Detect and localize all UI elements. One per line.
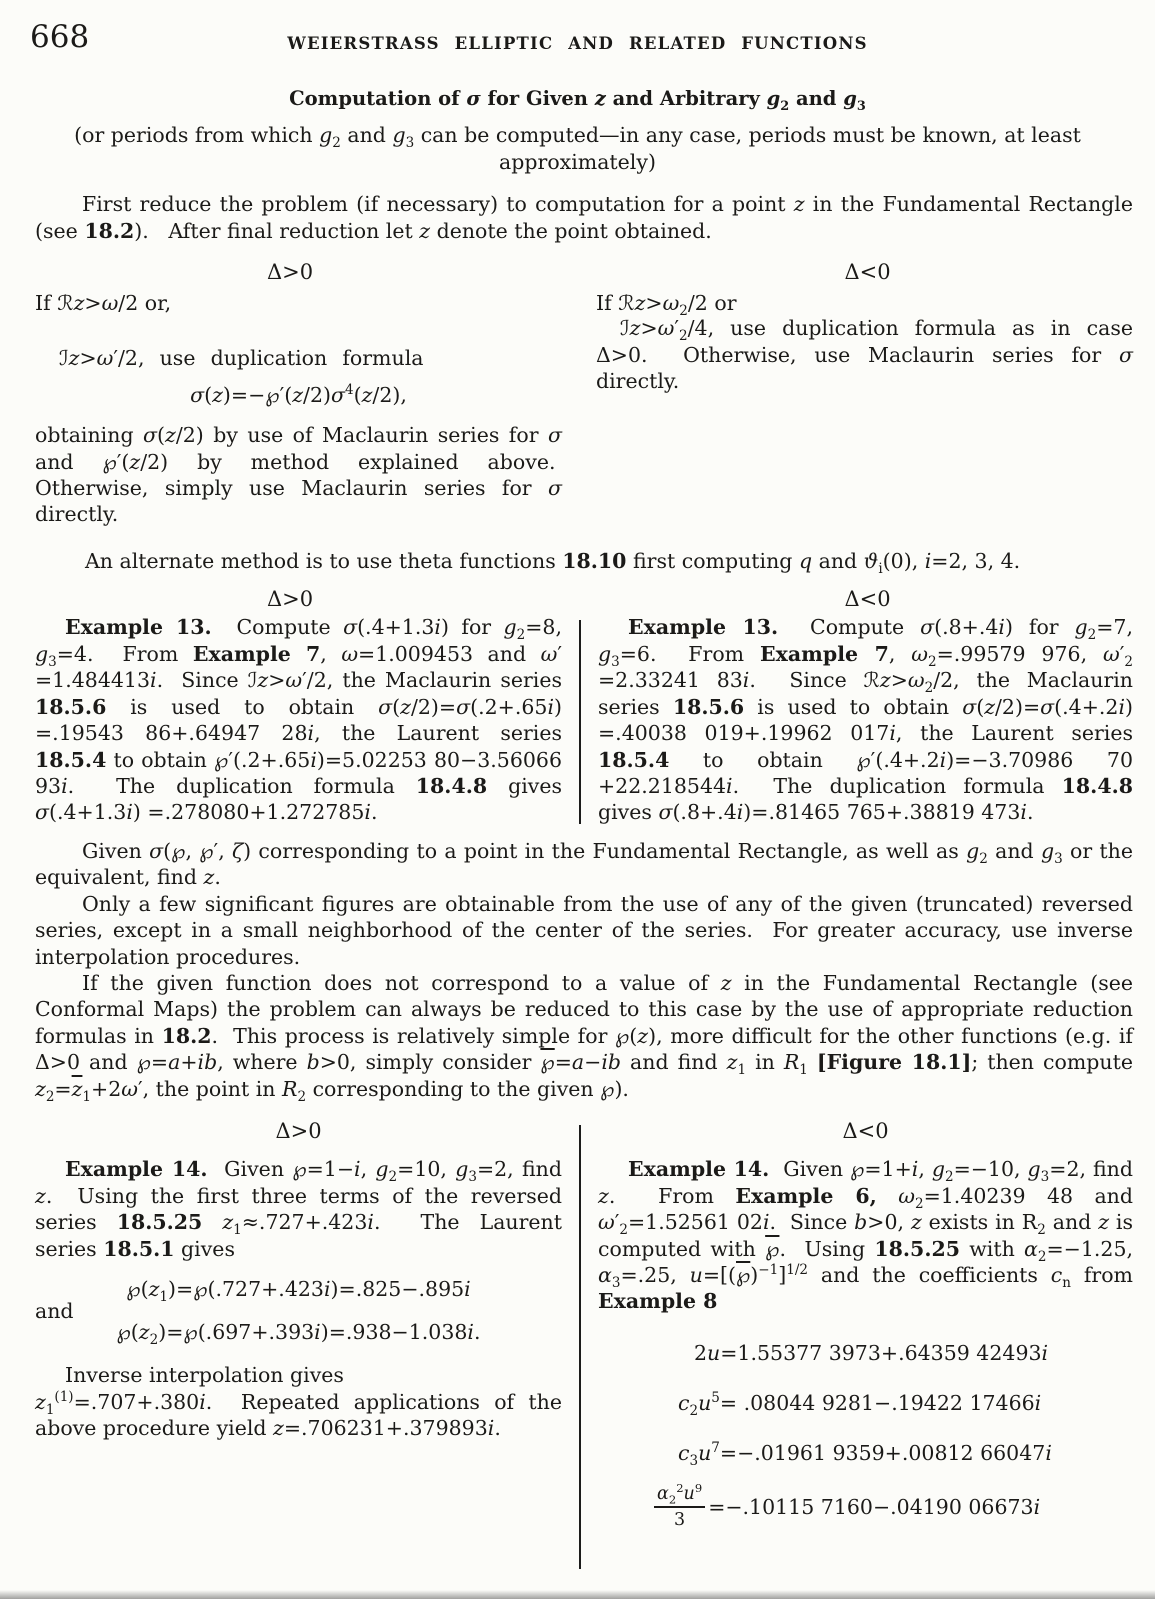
delta-positive-header: Δ>0 (266, 587, 314, 612)
example14-left (35, 1119, 579, 1571)
page-number: 668 (30, 19, 90, 55)
discussion-paragraphs (35, 838, 1133, 1105)
delta-negative-header: Δ<0 (844, 587, 891, 612)
and-connector: and (35, 1298, 74, 1323)
case-headers-example13 (0, 587, 1155, 611)
method-paragraph: $ℐz>\omega'_2/4$, use duplication formula as in case Δ>0. Otherwise, use Maclaurin series for σ directly. (596, 316, 1133, 394)
laurent-equation-z2: $℘(z_2)=℘(.697+.393i)=.938-1.038i$. (116, 1320, 481, 1349)
condition-line: If $ℛz>\omega_2/2$ or (596, 291, 737, 320)
case-headers-method (0, 260, 1155, 284)
paragraph-significant-figures: Only a few significant figures are obtainable from the use of any of the given (truncated) reversed series, except in a small neighborhood of the center of the series. For greater accuracy, use inverse interpolation procedures. (35, 891, 1133, 969)
method-right-column (596, 291, 1133, 528)
method-left-column (35, 291, 562, 528)
example13-left (35, 614, 579, 826)
duplication-formula-equation: $\sigma(z)=-℘'(z/2)\sigma^4(z/2)$, (190, 382, 407, 408)
example13-right (581, 614, 1133, 826)
section-subtitle: (or periods from which $g_2$ and $g_3$ can be computed—in any case, periods must be known, at least approximately) (74, 123, 1081, 174)
method-paragraph: obtaining σ(z/2) by use of Maclaurin series for σ and ℘′(z/2) by method explained above. Otherwise, simply use Maclaurin series for σ directly. (35, 423, 562, 527)
condition-line: ℐz>ω′/2, use duplication formula (59, 346, 424, 371)
page-bottom-edge (0, 1590, 1155, 1599)
fraction-numerator: $\alpha_2^2u^9$ (654, 1485, 705, 1508)
example14-right-text: Example 14. Given ℘=1+i, $g_2=-10$, $g_3=2$, find z. From Example 6, $\omega_2=1.40239$ 48 and $\omega'_2=1.52561$ 02i. Since b>0, z exists in $R_2$ and z is computed with ℘. Using 18.5.25 with $\alpha_2=-1.25$, $\alpha_3=.25$, u=[(℘)$^{-1}$]$^{1/2}$ and the coefficients $c_n$ from Example 8 (598, 1157, 1134, 1314)
condition-line: If ℛz>ω/2 or, (35, 291, 172, 316)
example14-columns (0, 1119, 1155, 1571)
equation-c2u5: $c_2u^5= .08044$ 9281−.19422 17466i (678, 1390, 1042, 1419)
inverse-interpolation-paragraph: Inverse interpolation gives $z_1^{(1)}=.707+.380i$. Repeated applications of the above procedure yield z=.706231+.379893i. (35, 1363, 562, 1441)
paragraph-reduction-formulas: If the given function does not correspond to a value of z in the Fundamental Rectangle (see Conformal Maps) the problem can always be reduced to this case by the use of appropriate reduction formulas in 18.2. This process is relatively simple for ℘(z), more difficult for the other functions (e.g. if Δ>0 and ℘=a+ib, where b>0, simply consider ℘=a−ib and find $z_1$ in $R_1$ [Figure 18.1]; then compute $z_2=\overline{z}_1+2\omega'$, the point in $R_2$ corresponding to the given ℘). (35, 971, 1133, 1105)
delta-negative-header: Δ<0 (844, 260, 891, 285)
example13-columns (0, 614, 1155, 826)
equation-c3u7: $c_3u^7=-.01961$ 9359+.00812 66047i (678, 1440, 1052, 1469)
example13-right-text: Example 13. Compute σ(.8+.4i) for $g_2=7$, $g_3=6$. From Example 7, $\omega_2=.99579$ 976, $\omega'_2 =2.33241$ 83i. Since $ℛz>\omega_2/2$, the Maclaurin series 18.5.6 is used to obtain σ(z/2)=σ(.4+.2i) =.40038 019+.19962 017i, the Laurent series 18.5.4 to obtain ℘′(.4+.2i)=−3.70986 70 +22.218544i. The duplication formula 18.4.8 gives σ(.8+.4i)=.81465 765+.38819 473i. (598, 615, 1134, 825)
intro-paragraph: First reduce the problem (if necessary) to computation for a point z in the Fundamental Rectangle (see 18.2). After final reduction let z denote the point obtained. (35, 192, 1133, 243)
equation-2u: 2u=1.55377 3973+.64359 42493i (694, 1340, 1049, 1365)
running-head: WEIERSTRASS ELLIPTIC AND RELATED FUNCTIONS (287, 34, 868, 53)
section-title: Computation of σ for Given z and Arbitrary $g_2$ and $g_3$ (289, 87, 866, 114)
delta-positive-header: Δ>0 (266, 260, 314, 285)
example14-right (581, 1119, 1133, 1571)
example14-left-text: Example 14. Given ℘=1−i, $g_2=10$, $g_3=2$, find z. Using the first three terms of the reversed series 18.5.25 $z_1\approx.727+.423i$. The Laurent series 18.5.1 gives (35, 1157, 562, 1261)
paragraph-given-sigma: Given σ(℘, ℘′, ζ) corresponding to a point in the Fundamental Rectangle, as well as $g_2$ and $g_3$ or the equivalent, find z. (35, 838, 1133, 890)
delta-negative-header: Δ<0 (842, 1119, 889, 1144)
laurent-equation-z1: $℘(z_1)=℘(.727+.423i)=.825-.895i$ (126, 1276, 471, 1306)
fraction (654, 1481, 705, 1531)
delta-positive-header: Δ>0 (275, 1119, 322, 1144)
example13-left-text: Example 13. Compute σ(.4+1.3i) for $g_2=8$, $g_3=4$. From Example 7, ω=1.009453 and ω′ =1.484413i. Since ℐz>ω′/2, the Maclaurin series 18.5.6 is used to obtain σ(z/2)=σ(.2+.65i) =.19543 86+.64947 28i, the Laurent series 18.5.4 to obtain ℘′(.2+.65i)=5.02253 80−3.56066 93i. The duplication formula 18.4.8 gives σ(.4+1.3i) =.278080+1.272785i. (35, 615, 563, 825)
method-columns (0, 291, 1155, 528)
page-header (0, 0, 1155, 53)
fraction-denominator: 3 (674, 1510, 686, 1531)
equation-alpha-fraction (654, 1481, 1133, 1531)
fraction-rhs: =−.10115 7160−.04190 06673i (708, 1495, 1041, 1520)
alternate-method-note: An alternate method is to use theta functions 18.10 first computing q and $ϑ_i(0)$, i=2, 3, 4. (85, 548, 1021, 577)
